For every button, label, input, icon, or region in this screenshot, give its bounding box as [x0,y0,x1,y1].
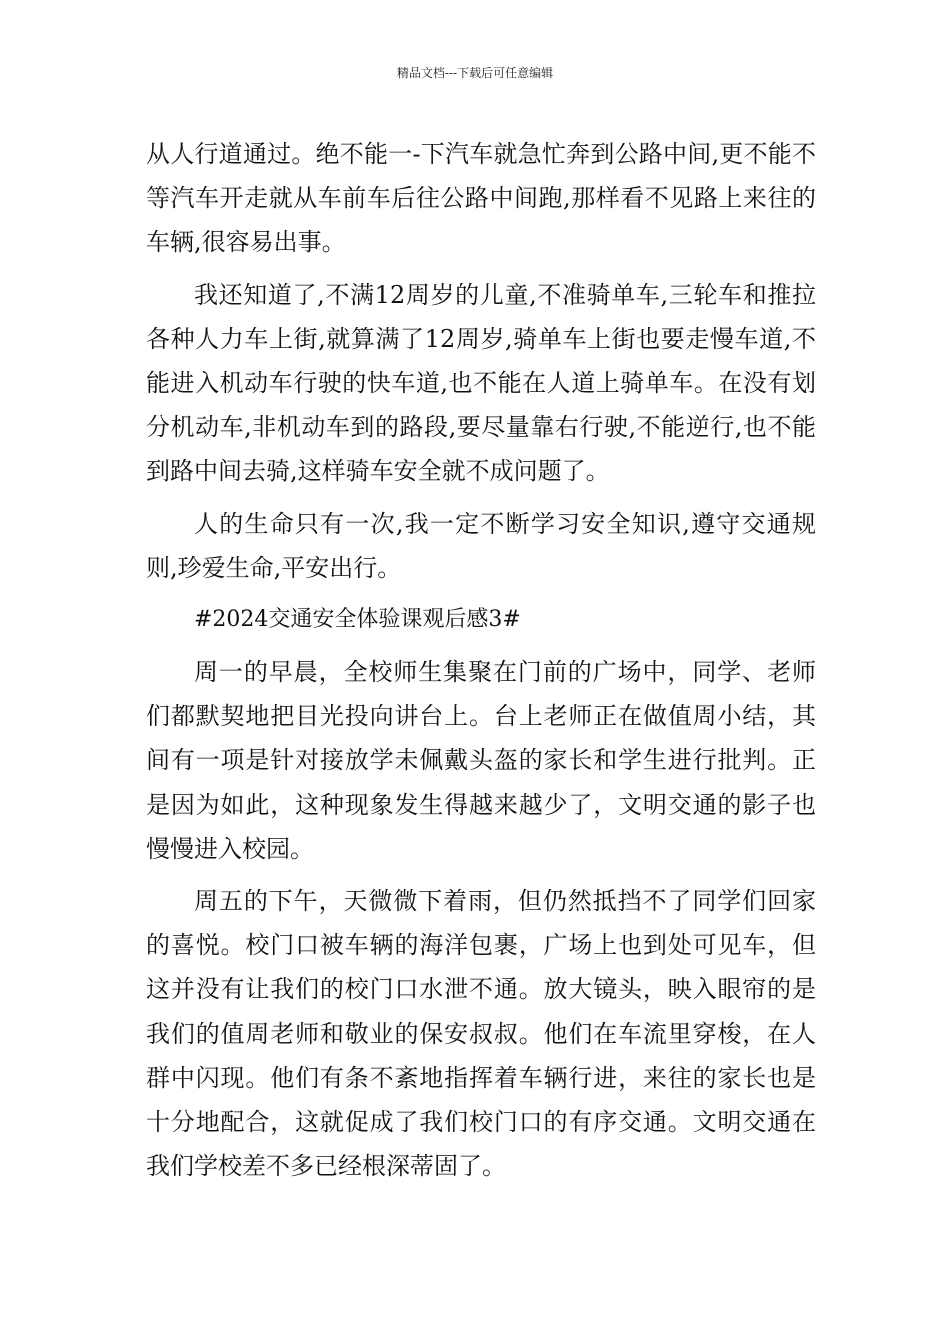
paragraph-cycling-rules: 我还知道了,不满12周岁的儿童,不准骑单车,三轮车和推拉各种人力车上街,就算满了12周岁,骑单车上街也要走慢车道,不能进入机动车行驶的快车道,也不能在人道上骑单车。在没有划分机动车,非机动车到的路段,要尽量靠右行驶,不能逆行,也不能到路中间去骑,这样骑车安全就不成问题了。 [146,280,816,486]
paragraph-life-safety: 人的生命只有一次,我一定不断学习安全知识,遵守交通规则,珍爱生命,平安出行。 [146,509,816,582]
page-header: 精品文档---下载后可任意编辑 [396,66,554,80]
section-heading: #2024交通安全体验课观后感3# [194,607,521,633]
document-body [146,132,816,1188]
paragraph-monday-morning: 周一的早晨，全校师生集聚在门前的广场中，同学、老师们都默契地把目光投向讲台上。台上老师正在做值周小结，其间有一项是针对接放学未佩戴头盔的家长和学生进行批判。正是因为如此，这种现象发生得越来越少了，文明交通的影子也慢慢进入校园。 [146,658,816,863]
paragraph-friday-afternoon: 周五的下午，天微微下着雨，但仍然抵挡不了同学们回家的喜悦。校门口被车辆的海洋包裹，广场上也到处可见车，但这并没有让我们的校门口水泄不通。放大镜头，映入眼帘的是我们的值周老师和敬业的保安叔叔。他们在车流里穿梭，在人群中闪现。他们有条不紊地指挥着车辆行进，来往的家长也是十分地配合，这就促成了我们校门口的有序交通。文明交通在我们学校差不多已经根深蒂固了。 [146,887,816,1181]
paragraph-continuation: 从人行道通过。绝不能一-下汽车就急忙奔到公路中间,更不能不等汽车开走就从车前车后往公路中间跑,那样看不见路上来往的车辆,很容易出事。 [146,140,816,257]
